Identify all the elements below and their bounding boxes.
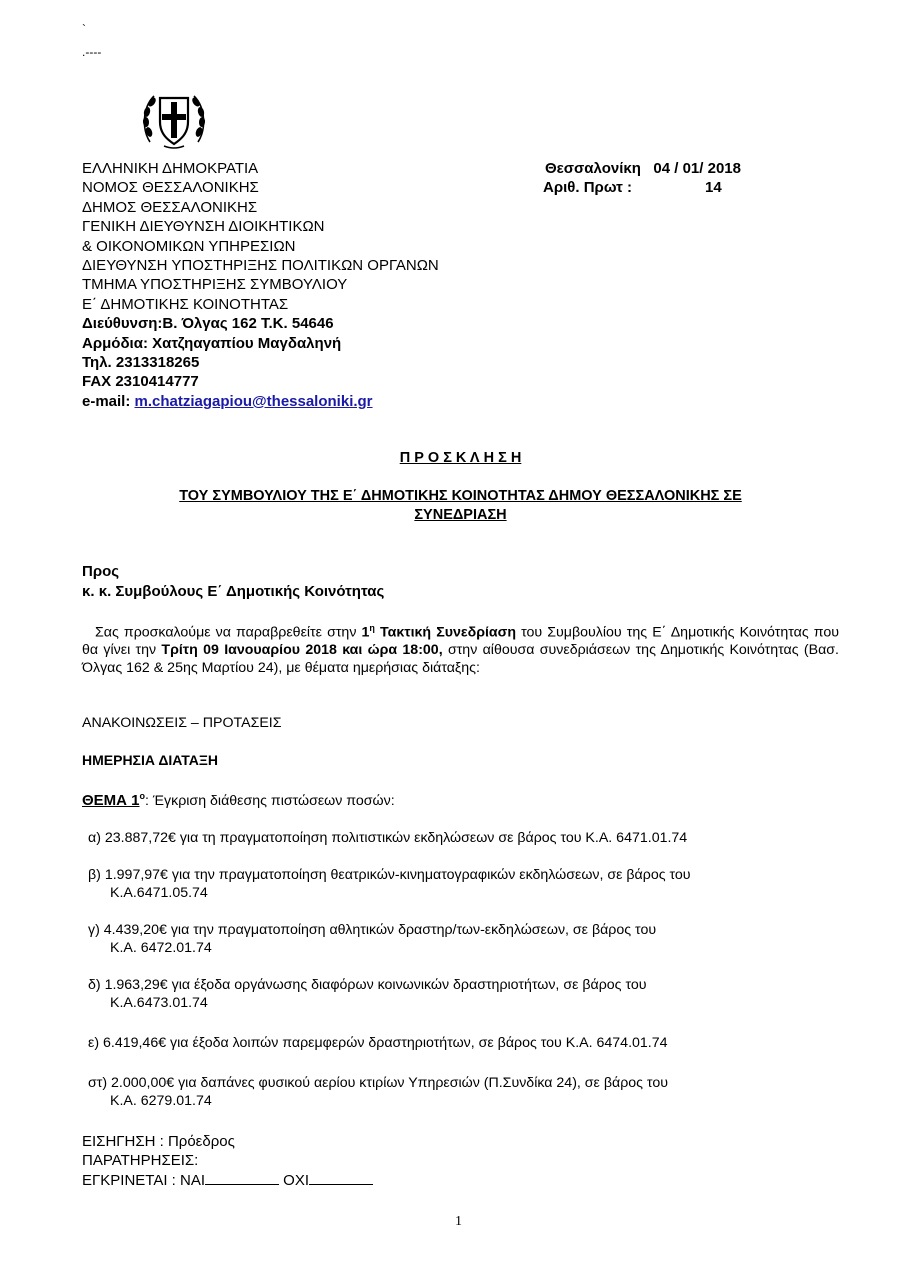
document-subtitle [82, 487, 839, 525]
agenda-item-b [88, 866, 691, 902]
agenda-item-a [88, 829, 687, 847]
agenda-item-line: β) 1.997,97€ για την πραγματοποίηση θεατρικών-κινηματογραφικών εκδηλώσεων, σε βάρος του [88, 867, 691, 883]
header-line-directorate: ΔΙΕΥΘΥΝΣΗ ΥΠΟΣΤΗΡΙΞΗΣ ΠΟΛΙΤΙΚΩΝ ΟΡΓΑΝΩΝ [82, 257, 439, 275]
agenda-item-line: γ) 4.439,20€ για την πραγματοποίηση αθλητικών δραστηρ/των-εκδηλώσεων, σε βάρος του [88, 922, 657, 938]
agenda-item-line: δ) 1.963,29€ για έξοδα οργάνωσης διαφόρων κοινωνικών δραστηριοτήτων, σε βάρος του [88, 977, 647, 993]
session-number-suffix: η [369, 623, 375, 633]
session-number: 1 [361, 624, 370, 641]
footer-proposal: ΕΙΣΗΓΗΣΗ : Πρόεδρος [82, 1133, 235, 1150]
page-number: 1 [455, 1214, 462, 1229]
header-left-block [82, 159, 439, 411]
header-line-municipality: ΔΗΜΟΣ ΘΕΣΣΑΛΟΝΙΚΗΣ [82, 198, 258, 216]
contact-address: Διεύθυνση:Β. Όλγας 162 Τ.Κ. 54646 [82, 315, 334, 333]
approval-yes-label: ΕΓΚΡΙΝΕΤΑΙ : ΝΑΙ [82, 1172, 206, 1189]
invitation-text-3: στην αίθουσα συνεδριάσεων της Δημοτικής Κοινότητας (Βασ. Όλγας 162 & 25ης Μαρτίου 24), με θέματα ημερήσιας διάταξης: [82, 642, 839, 676]
agenda-item-code: Κ.Α. 6279.01.74 [110, 1093, 212, 1109]
recipient-to: Προς [82, 563, 120, 580]
topic-label: ΘΕΜΑ 1 [82, 792, 140, 809]
agenda-item-f [88, 1074, 668, 1110]
topic-degree: ο [139, 791, 146, 801]
footer-block [82, 1132, 373, 1190]
meeting-datetime: Τρίτη 09 Ιανουαρίου 2018 και ώρα 18:00, [161, 642, 443, 659]
contact-fax: FAX 2310414777 [82, 373, 199, 391]
agenda-item-d [88, 976, 647, 1012]
header-date: 04 / 01/ 2018 [653, 160, 741, 177]
approval-no-blank[interactable] [309, 1170, 373, 1185]
invitation-text-2: του Συμβουλίου της Ε΄ Δημοτικής Κοινότητας που θα γίνει την [82, 624, 839, 659]
contact-phone: Τηλ. 2313318265 [82, 354, 200, 372]
agenda-item-e [88, 1034, 668, 1052]
invitation-paragraph [82, 620, 839, 677]
agenda-item-line: ε) 6.419,46€ για έξοδα λοιπών παρεμφερών δραστηριοτήτων, σε βάρος του Κ.Α. 6474.01.74 [88, 1035, 668, 1051]
protocol-number: 14 [705, 179, 722, 196]
session-type: Τακτική Συνεδρίαση [374, 624, 517, 641]
footer-approval [82, 1170, 373, 1190]
recipient-block [82, 562, 384, 601]
date-line [545, 159, 741, 178]
approval-yes-blank[interactable] [205, 1170, 279, 1185]
greek-coat-of-arms-icon [140, 86, 208, 152]
topic-line [82, 791, 395, 809]
agenda-item-line: στ) 2.000,00€ για δαπάνες φυσικού αερίου κτιρίων Υπηρεσιών (Π.Συνδίκα 24), σε βάρος του [88, 1075, 668, 1091]
agenda-item-code: Κ.Α.6473.01.74 [110, 995, 208, 1011]
agenda-item-c [88, 921, 656, 957]
agenda-heading: ΗΜΕΡΗΣΙΑ ΔΙΑΤΑΞΗ [82, 752, 218, 768]
header-line-community: Ε΄ ΔΗΜΟΤΙΚΗΣ ΚΟΙΝΟΤΗΤΑΣ [82, 295, 289, 313]
recipient-name: κ. κ. Συμβούλους Ε΄ Δημοτικής Κοινότητας [82, 582, 385, 600]
document-title: Π Ρ Ο Σ Κ Λ Η Σ Η [399, 450, 522, 466]
stray-mark-2: .---- [82, 45, 102, 59]
subtitle-line-2: ΣΥΝΕΔΡΙΑΣΗ [414, 507, 507, 523]
topic-text: : Έγκριση διάθεσης πιστώσεων ποσών: [145, 793, 395, 809]
announcements-heading: ΑΝΑΚΟΙΝΩΣΕΙΣ – ΠΡΟΤΑΣΕΙΣ [82, 715, 282, 731]
contact-responsible: Αρμόδια: Χατζηαγαπίου Μαγδαληνή [82, 334, 342, 352]
header-line-general-directorate: ΓΕΝΙΚΗ ΔΙΕΥΘΥΝΣΗ ΔΙΟΙΚΗΤΙΚΩΝ [82, 218, 325, 236]
header-line-prefecture: ΝΟΜΟΣ ΘΕΣΣΑΛΟΝΙΚΗΣ [82, 179, 259, 197]
stray-mark-1: ` [82, 22, 86, 36]
agenda-item-code: Κ.Α.6471.05.74 [110, 885, 208, 901]
email-link[interactable]: m.chatziagapiou@thessaloniki.gr [134, 392, 373, 410]
header-line-department: ΤΜΗΜΑ ΥΠΟΣΤΗΡΙΞΗΣ ΣΥΜΒΟΥΛΙΟΥ [82, 276, 348, 294]
footer-remarks: ΠΑΡΑΤΗΡΗΣΕΙΣ: [82, 1152, 199, 1169]
contact-email-line [82, 392, 439, 411]
email-label: e-mail: [82, 392, 135, 410]
header-city: Θεσσαλονίκη [545, 160, 641, 177]
header-line-republic: ΕΛΛΗΝΙΚΗ ΔΗΜΟΚΡΑΤΙΑ [82, 160, 259, 177]
subtitle-line-1: ΤΟΥ ΣΥΜΒΟΥΛΙΟΥ ΤΗΣ Ε΄ ΔΗΜΟΤΙΚΗΣ ΚΟΙΝΟΤΗΤΑΣ ΔΗΜΟΥ ΘΕΣΣΑΛΟΝΙΚΗΣ ΣΕ [179, 488, 742, 504]
header-line-financial-services: & ΟΙΚΟΝΟΜΙΚΩΝ ΥΠΗΡΕΣΙΩΝ [82, 237, 296, 255]
approval-no-label: ΟΧΙ [279, 1172, 310, 1189]
protocol-label: Αριθ. Πρωτ : [543, 179, 632, 196]
agenda-item-line: α) 23.887,72€ για τη πραγματοποίηση πολιτιστικών εκδηλώσεων σε βάρος του Κ.Α. 6471.01.74 [88, 830, 688, 846]
invitation-text-1: Σας προσκαλούμε να παραβρεθείτε στην [95, 624, 362, 641]
agenda-item-code: Κ.Α. 6472.01.74 [110, 940, 212, 956]
